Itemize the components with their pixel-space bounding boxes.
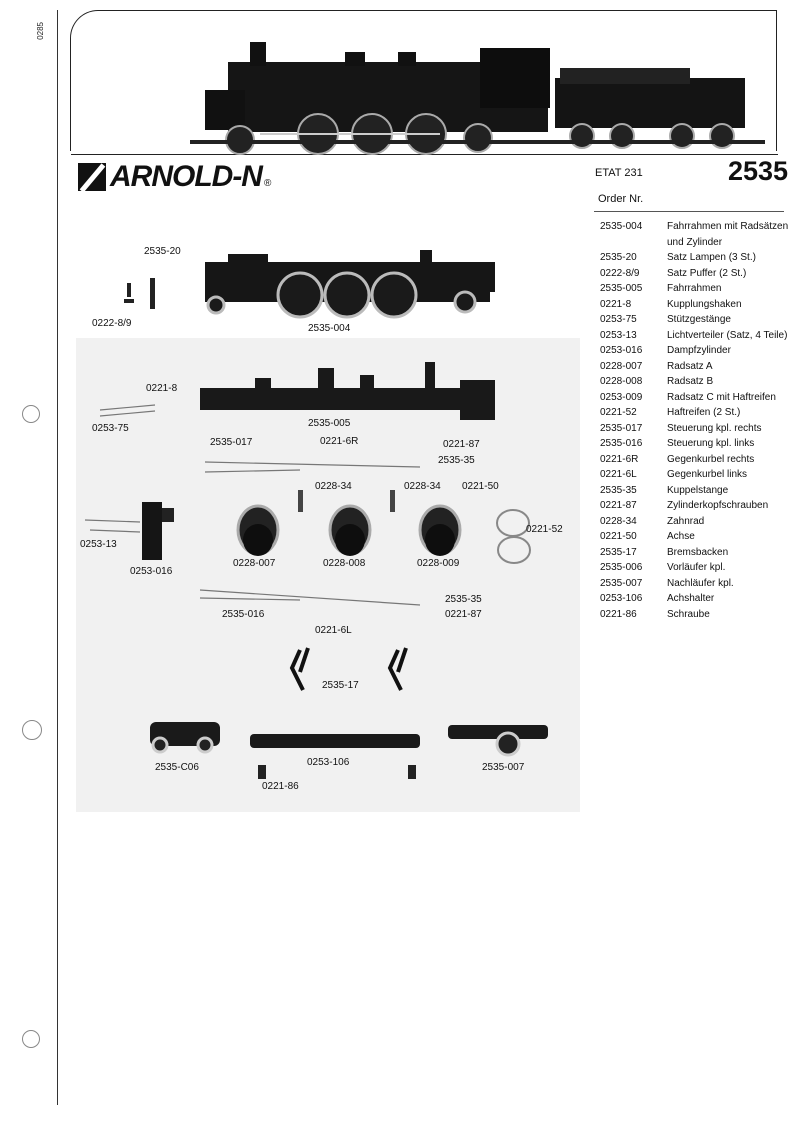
diagram-label: 2535-007: [482, 762, 525, 773]
part-description: Gegenkurbel rechts: [667, 453, 755, 465]
diagram-label: 0228-34: [315, 481, 352, 492]
part-number: 2535-006: [600, 562, 643, 573]
part-description: Nachläufer kpl.: [667, 577, 734, 589]
part-description: Gegenkurbel links: [667, 469, 748, 480]
diagram-label: 0228-34: [404, 481, 441, 492]
diagram-label: 0221-8: [146, 383, 178, 394]
diagram-label: 0253-75: [92, 423, 129, 434]
diagram-label: 2535-35: [445, 594, 482, 605]
diagram-label: 2535-004: [308, 323, 351, 334]
part-number: 0221-50: [600, 531, 637, 542]
diagram-label: 0228-009: [417, 558, 460, 569]
part-number: 0253-13: [600, 329, 637, 341]
part-description: Radsatz C mit Haftreifen: [667, 391, 776, 403]
part-number: 2535-20: [600, 252, 637, 263]
part-number: 2535-016: [600, 438, 643, 449]
part-number: 0221-87: [600, 500, 637, 511]
diagram-label: 0253-106: [307, 757, 350, 768]
diagram-label: 0221-87: [443, 439, 480, 450]
diagram-label: 2535-20: [144, 246, 181, 257]
diagram-label: 2535-C06: [155, 762, 199, 773]
diagram-label: 0221-6R: [320, 436, 359, 447]
part-number: 0228-008: [600, 376, 643, 387]
part-number: 2535-017: [600, 422, 643, 434]
part-number: 0222-8/9: [600, 267, 640, 279]
diagram-label: 2535-35: [438, 455, 475, 466]
part-number: 2535-35: [600, 484, 637, 496]
part-number: 0221-6L: [600, 469, 637, 480]
part-description: Satz Puffer (2 St.): [667, 267, 747, 279]
part-description: Steuerung kpl. links: [667, 438, 755, 449]
part-description: Bremsbacken: [667, 546, 729, 558]
diagram-label: 0221-50: [462, 481, 499, 492]
part-number: 0221-6R: [600, 453, 639, 465]
diagram-label: 0221-87: [445, 609, 482, 620]
diagram-label: 2535-017: [210, 437, 253, 448]
diagram-label: 2535-005: [308, 418, 351, 429]
part-number: 0253-016: [600, 345, 643, 356]
part-number: 0253-106: [600, 593, 643, 604]
part-description: Haftreifen (2 St.): [667, 407, 741, 418]
part-number: 0228-007: [600, 360, 643, 372]
part-description: Steuerung kpl. rechts: [667, 422, 762, 434]
part-description: Stützgestänge: [667, 314, 731, 325]
part-description: Kuppelstange: [667, 484, 729, 496]
part-description: Achshalter: [667, 593, 715, 604]
part-number: 2535-007: [600, 577, 643, 589]
diagram-label: 2535-17: [322, 680, 359, 691]
part-number: 0221-86: [600, 608, 637, 620]
part-number: 2535-004: [600, 221, 643, 232]
part-number: 0221-52: [600, 407, 637, 418]
part-number: 2535-17: [600, 546, 637, 558]
diagram-label: 2535-016: [222, 609, 265, 620]
part-description: Kupplungshaken: [667, 298, 742, 310]
model-number: 2535: [728, 156, 789, 186]
diagram-label: 0228-007: [233, 558, 276, 569]
part-description: Achse: [667, 531, 695, 542]
part-number: 2535-005: [600, 283, 643, 294]
diagram-label: 0228-008: [323, 558, 366, 569]
part-number: 0253-009: [600, 391, 643, 403]
part-number: 0221-8: [600, 298, 632, 310]
part-description: Zylinderkopfschrauben: [667, 500, 769, 511]
part-description: Vorläufer kpl.: [667, 562, 726, 573]
diagram-label: 0253-13: [80, 539, 117, 550]
part-description: Dampfzylinder: [667, 345, 731, 356]
part-description: Radsatz B: [667, 376, 714, 387]
diagram-label: 0253-016: [130, 566, 173, 577]
registered-mark: ®: [263, 177, 272, 189]
logo-text: ARNOLD-N: [110, 160, 262, 193]
diagram-label: 0221-52: [526, 524, 563, 535]
part-description: Schraube: [667, 608, 710, 620]
diagram-label: 0221-86: [262, 781, 299, 792]
part-description: Zahnrad: [667, 515, 705, 527]
side-code: 0285: [36, 22, 45, 40]
part-description: Fahrrahmen mit Radsätzen und Zylinder: [667, 221, 789, 248]
model-subtitle: ETAT 231: [595, 167, 643, 179]
part-number: 0228-34: [600, 515, 637, 527]
part-description: Satz Lampen (3 St.): [667, 252, 756, 263]
diagram-label: 0221-6L: [315, 625, 352, 636]
order-header: Order Nr.: [598, 193, 644, 205]
part-description: Radsatz A: [667, 360, 713, 372]
diagram-label: 0222-8/9: [92, 318, 132, 329]
part-description: Fahrrahmen: [667, 283, 722, 294]
part-description: Lichtverteiler (Satz, 4 Teile): [667, 329, 788, 341]
part-number: 0253-75: [600, 314, 637, 325]
